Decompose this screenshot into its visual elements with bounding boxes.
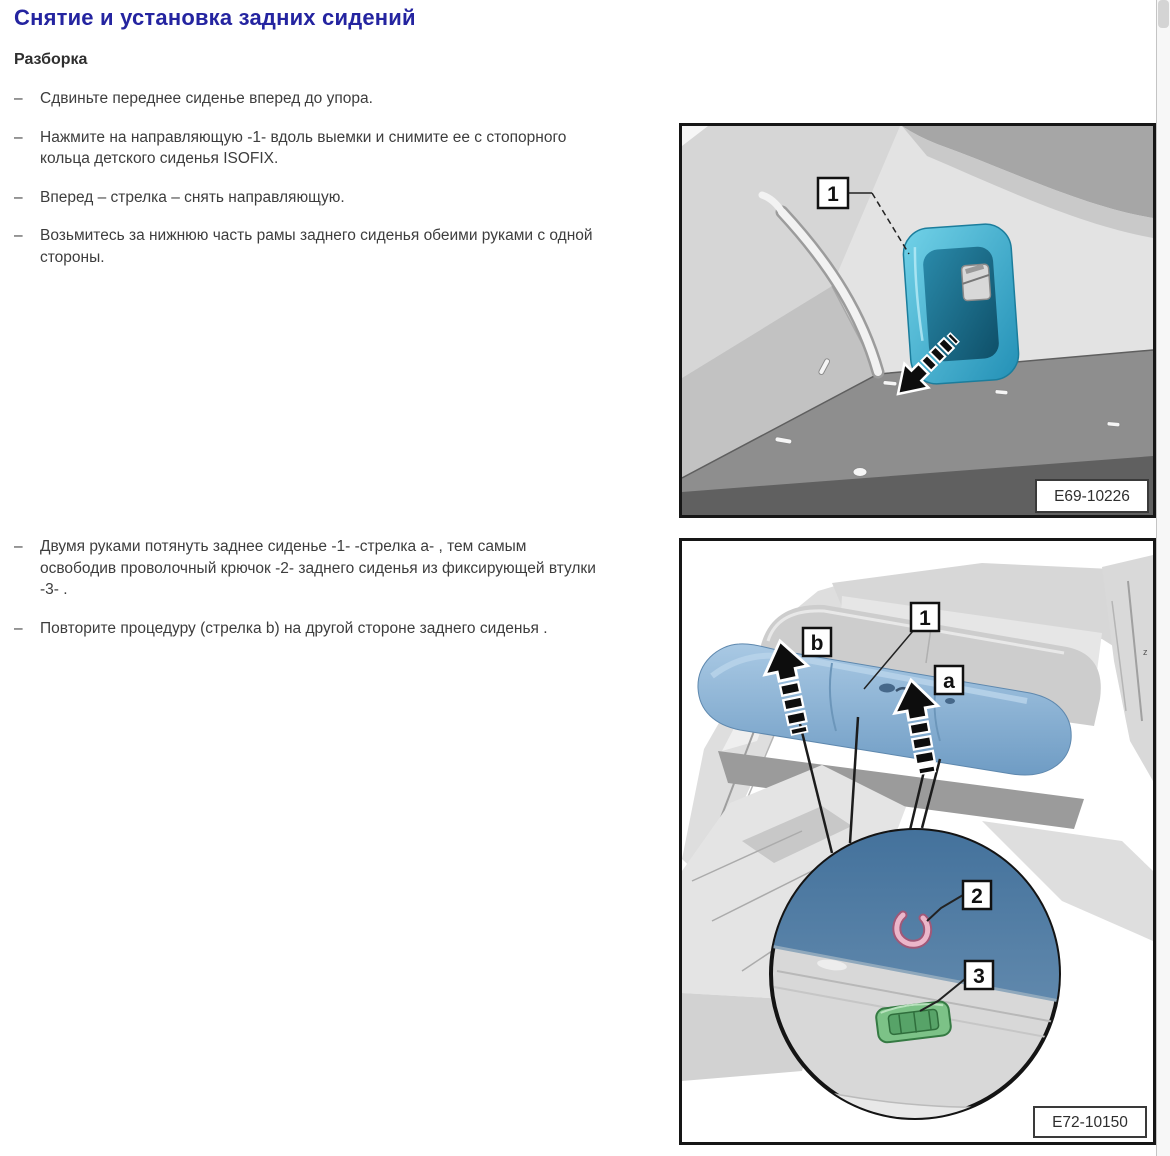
svg-text:a: a <box>943 670 955 693</box>
instruction-item <box>14 225 634 268</box>
instruction-item <box>14 88 634 110</box>
svg-text:1: 1 <box>827 183 839 206</box>
instruction-list-seat-removal <box>14 536 634 656</box>
instruction-item <box>14 618 634 640</box>
svg-text:2: 2 <box>971 885 983 908</box>
seat-latch-detail <box>879 684 895 693</box>
figure1-illustration <box>682 126 1153 515</box>
figure2-illustration <box>682 541 1153 1142</box>
instruction-text: Сдвиньте переднее сиденье вперед до упора. <box>40 90 373 107</box>
instruction-item <box>14 187 634 209</box>
scrollbar-track[interactable] <box>1156 0 1170 1156</box>
svg-text:1: 1 <box>919 607 931 630</box>
figure-rear-seat-removal <box>679 538 1156 1145</box>
instruction-list-disassembly <box>14 88 634 285</box>
page-title: Снятие и установка задних сидений <box>14 5 416 30</box>
dash-bullet-icon: – <box>14 538 23 555</box>
dash-bullet-icon: – <box>14 128 23 146</box>
dash-bullet-icon: – <box>14 90 23 107</box>
isofix-guide <box>902 222 1021 385</box>
instruction-text: Возьмитесь за нижнюю часть рамы заднего сиденья обеими руками с одной стороны. <box>40 227 593 266</box>
figure-isofix-guide <box>679 123 1156 518</box>
dash-bullet-icon: – <box>14 188 23 206</box>
callout-a <box>935 666 963 694</box>
callout-b <box>803 628 831 656</box>
guide-opening <box>922 246 1000 363</box>
instruction-item <box>14 536 634 601</box>
instruction-text: Повторите процедуру (стрелка b) на другой стороне заднего сиденья . <box>40 619 548 637</box>
scrollbar-thumb[interactable] <box>1158 0 1169 28</box>
instruction-text: Двумя руками потянуть заднее сиденье -1- -стрелка a- , тем самым освободив проволочный крючок -2- заднего сиденья из фиксирующей втулки -3- . <box>40 538 596 598</box>
svg-text:E72-10150: E72-10150 <box>1052 1114 1128 1131</box>
figure-code-badge <box>1036 480 1148 512</box>
svg-text:E69-10226: E69-10226 <box>1054 488 1130 505</box>
figure-edge-mark: z <box>1143 647 1148 657</box>
dash-bullet-icon: – <box>14 227 23 244</box>
svg-text:b: b <box>810 632 824 655</box>
metal-clip <box>961 264 990 301</box>
dash-bullet-icon: – <box>14 619 23 637</box>
instruction-text: Вперед – стрелка – снять направляющую. <box>40 188 345 206</box>
svg-text:3: 3 <box>973 965 985 988</box>
instruction-text: Нажмите на направляющую -1- вдоль выемки и снимите ее с стопорного кольца детского сиденья ISOFIX. <box>40 128 567 167</box>
section-heading: Разборка <box>14 51 88 68</box>
figure-code-badge <box>1034 1107 1146 1137</box>
instruction-item <box>14 127 634 170</box>
